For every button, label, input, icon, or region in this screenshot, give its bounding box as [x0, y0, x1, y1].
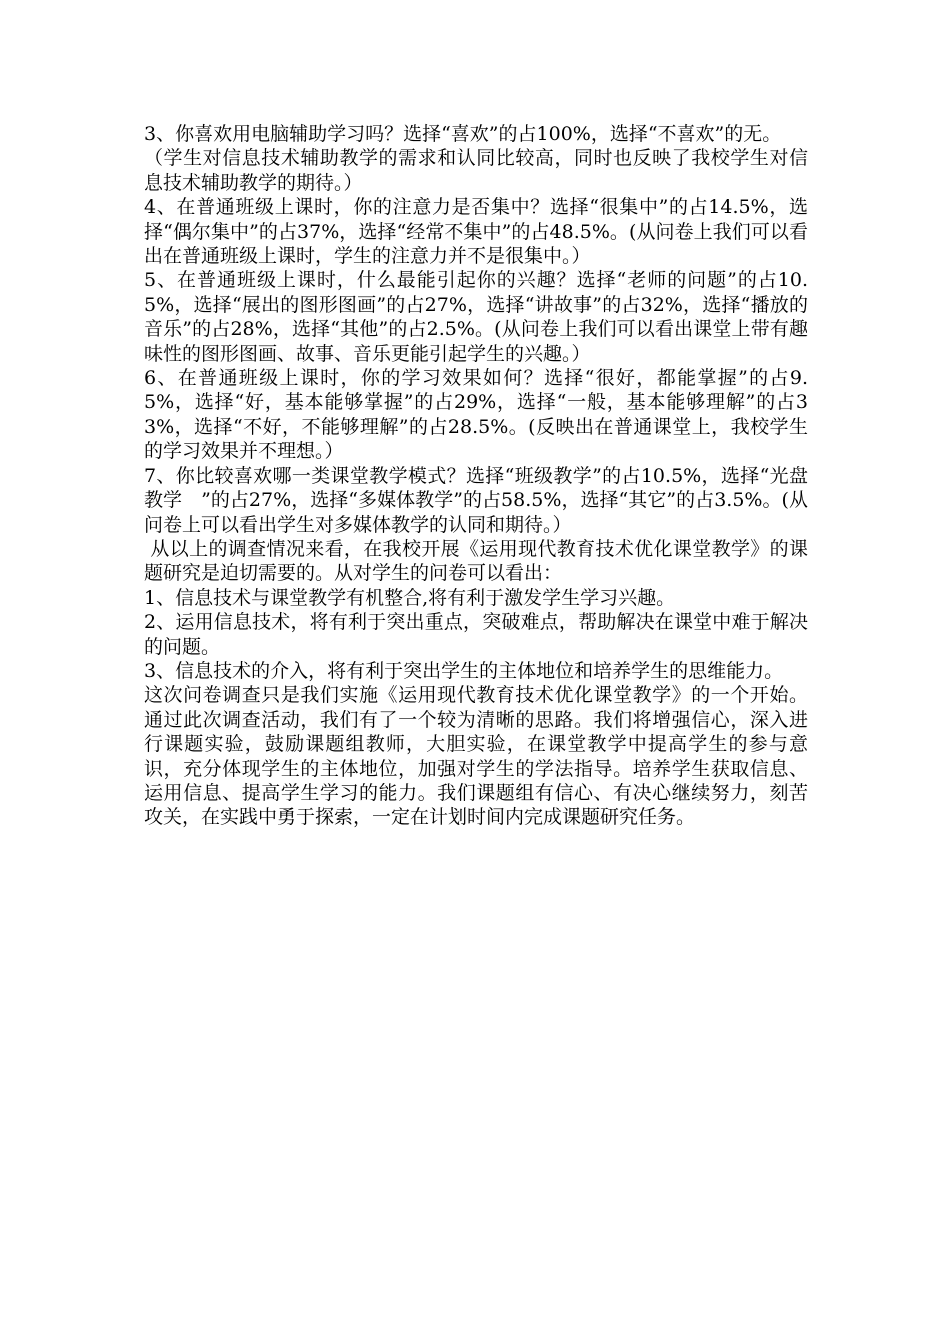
- paragraph-q4: 4、在普通班级上课时，你的注意力是否集中？选择“很集中”的占14.5%，选择“偶尔集中”的占37%，选择“经常不集中”的占48.5%。(从问卷上我们可以看出在普通班级上课时，学生的注意力并不是很集中。）: [144, 196, 808, 268]
- paragraph-finding-1: 1、信息技术与课堂教学有机整合,将有利于激发学生学习兴趣。: [144, 586, 676, 609]
- paragraph-summary-intro: 从以上的调查情况来看，在我校开展《运用现代教育技术优化课堂教学》的课题研究是迫切需要的。从对学生的问卷可以看出：: [144, 537, 808, 585]
- paragraph-q5: 5、在普通班级上课时，什么最能引起你的兴趣？选择“老师的问题”的占10.5%，选择“展出的图形图画”的占27%，选择“讲故事”的占32%，选择“播放的音乐”的占28%，选择“其他”的占2.5%。(从问卷上我们可以看出课堂上带有趣味性的图形图画、故事、音乐更能引起学生的兴趣。）: [144, 269, 808, 365]
- paragraph-finding-3: 3、信息技术的介入，将有利于突出学生的主体地位和培养学生的思维能力。: [144, 659, 784, 682]
- paragraph-finding-2: 2、运用信息技术，将有利于突出重点，突破难点，帮助解决在课堂中难于解决的问题。: [144, 611, 808, 658]
- paragraph-conclusion: 这次问卷调查只是我们实施《运用现代教育技术优化课堂教学》的一个开始。通过此次调查活动，我们有了一个较为清晰的思路。我们将增强信心，深入进行课题实验，鼓励课题组教师，大胆实验，在课堂教学中提高学生的参与意识，充分体现学生的主体地位，加强对学生的学法指导。培养学生获取信息、运用信息、提高学生学习的能力。我们课题组有信心、有决心继续努力，刻苦攻关，在实践中勇于探索，一定在计划时间内完成课题研究任务。: [144, 684, 808, 829]
- document-body: [144, 122, 808, 830]
- paragraph-q7: 7、你比较喜欢哪一类课堂教学模式？选择“班级教学”的占10.5%，选择“光盘教学 ”的占27%，选择“多媒体教学”的占58.5%，选择“其它”的占3.5%。(从问卷上可以看出学生对多媒体教学的认同和期待。）: [144, 464, 808, 536]
- paragraph-q3-note: （学生对信息技术辅助教学的需求和认同比较高，同时也反映了我校学生对信息技术辅助教学的期待。）: [144, 147, 808, 194]
- paragraph-q3: 3、你喜欢用电脑辅助学习吗？选择“喜欢”的占100%，选择“不喜欢”的无。: [144, 123, 782, 145]
- paragraph-q6: 6、在普通班级上课时，你的学习效果如何？选择“很好，都能掌握”的占9.5%，选择“好，基本能够掌握”的占29%，选择“一般，基本能够理解”的占33%，选择“不好，不能够理解”的占28.5%。(反映出在普通课堂上，我校学生的学习效果并不理想。）: [144, 367, 808, 463]
